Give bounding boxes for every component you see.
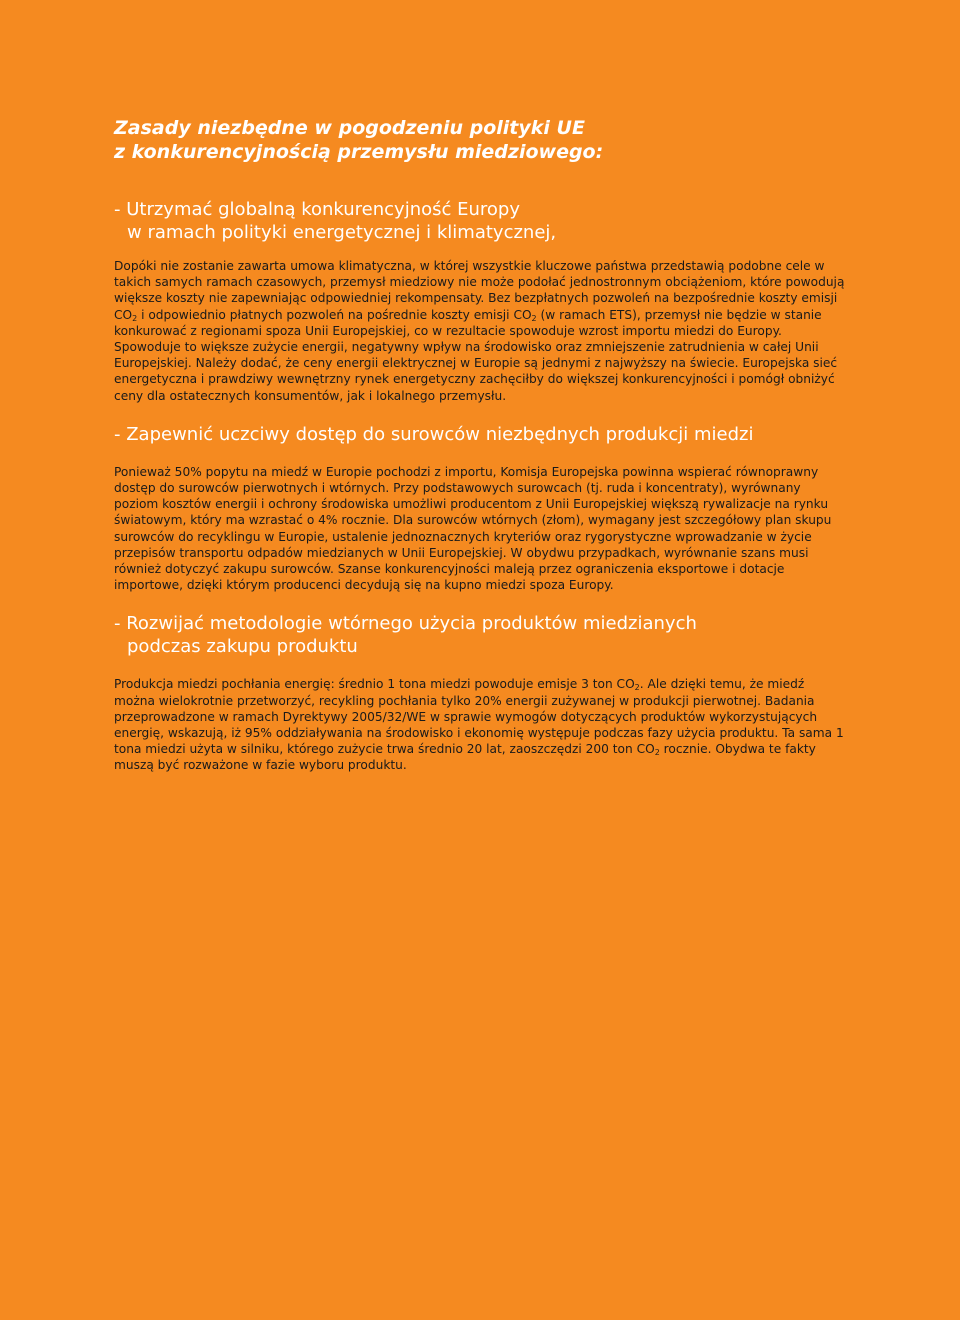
section-heading-competitiveness bbox=[114, 198, 854, 244]
section-heading-line: w ramach polityki energetycznej i klimatycznej, bbox=[127, 222, 557, 243]
paragraph-raw-materials bbox=[114, 464, 846, 594]
text-run: Dopóki nie zostanie zawarta umowa klimatyczna, w której wszystkie kluczowe państwa przedstawią podobne cele w takich samych ramach czasowych, przemysł miedziowy nie może podołać jednostronnym obciążeniom, które powodują większe koszty nie zapewniając odpowiedniej rekompensaty. Bez bezpłatnych pozwoleń na bezpośrednie koszty emisji CO bbox=[114, 259, 845, 322]
section-heading-raw-materials bbox=[114, 423, 854, 446]
section-heading-line: podczas zakupu produktu bbox=[127, 636, 358, 658]
text-run: Produkcja miedzi pochłania energię: średnio 1 tona miedzi powoduje emisje 3 ton CO bbox=[114, 677, 635, 692]
section-heading-line: - Utrzymać globalną konkurencyjność Europy bbox=[114, 199, 521, 220]
text-run: (w ramach ETS), przemysł nie będzie w stanie konkurować z regionami spoza Unii Europejskiej, co w rezultacie spowoduje wzrost importu miedzi do Europy. Spowoduje to większe zużycie energii, negatywny wpływ na środowisko oraz zmniejszenie zatrudnienia w całej Unii Europejskiej. Należy dodać, że ceny energii elektrycznej w Europie są jednymi z najwyższy na świecie. Europejska sieć energetyczna i prawdziwy wewnętrzny rynek energetyczny zachęciłby do większej konkurencyjności i pomógł obniżyć ceny dla ostatecznych konsumentów, jak i lokalnego przemysłu. bbox=[114, 307, 838, 403]
paragraph-recycling bbox=[114, 676, 846, 773]
document-title-line-2: z konkurencyjnością przemysłu miedziowego: bbox=[114, 141, 604, 163]
text-run: rocznie. Obydwa te fakty muszą być rozważone w fazie wyboru produktu. bbox=[114, 742, 816, 773]
document-title-line-1: Zasady niezbędne w pogodzeniu polityki UE bbox=[114, 117, 585, 139]
section-heading-recycling bbox=[114, 612, 854, 658]
section-heading-line: - Rozwijać metodologie wtórnego użycia produktów miedzianych bbox=[114, 613, 697, 635]
text-run: i odpowiednio płatnych pozwoleń na pośrednie koszty emisji CO bbox=[137, 307, 532, 322]
subscript: 2 bbox=[634, 683, 640, 693]
subscript: 2 bbox=[132, 313, 138, 323]
subscript: 2 bbox=[654, 748, 660, 758]
document-title bbox=[114, 116, 854, 164]
text-run: . Ale dzięki temu, że miedź można wielokrotnie przetworzyć, recykling pochłania tylko 20% energii zużywanej w produkcji pierwotnej. Badania przeprowadzone w ramach Dyrektywy 2005/32/WE w sprawie wymogów dotyczących produktów wykorzystujących energię, wskazują, iż 95% oddziaływania na środowisko i ekonomię występuje podczas fazy użycia produktu. Ta sama 1 tona miedzi użyta w silniku, którego zużycie trwa średnio 20 lat, zaoszczędzi 200 ton CO bbox=[114, 677, 844, 757]
paragraph-competitiveness bbox=[114, 258, 846, 404]
subscript: 2 bbox=[531, 313, 537, 323]
document-page bbox=[114, 116, 854, 774]
text-run: Ponieważ 50% popytu na miedź w Europie pochodzi z importu, Komisja Europejska powinna wspierać równoprawny dostęp do surowców pierwotnych i wtórnych. Przy podstawowych surowcach (tj. ruda i koncentraty), wyrównany poziom kosztów energii i ochrony środowiska umożliwi producentom z Unii Europejskiej większą rywalizacje na rynku światowym, który ma wzrastać o 4% rocznie. Dla surowców wtórnych (złom), wymagany jest szczegółowy plan skupu surowców do recyklingu w Europie, ustalenie jednoznacznych kryteriów oraz rygorystyczne wprowadzanie w życie przepisów transportu odpadów miedzianych w Unii Europejskiej. W obydwu przypadkach, wyrównanie szans musi również dotyczyć zakupu surowców. Szanse konkurencyjności maleją przez ograniczenia eksportowe i dotacje importowe, dzięki którym producenci decydują się na kupno miedzi spoza Europy. bbox=[114, 464, 832, 593]
section-heading-line: - Zapewnić uczciwy dostęp do surowców niezbędnych produkcji miedzi bbox=[114, 423, 754, 445]
